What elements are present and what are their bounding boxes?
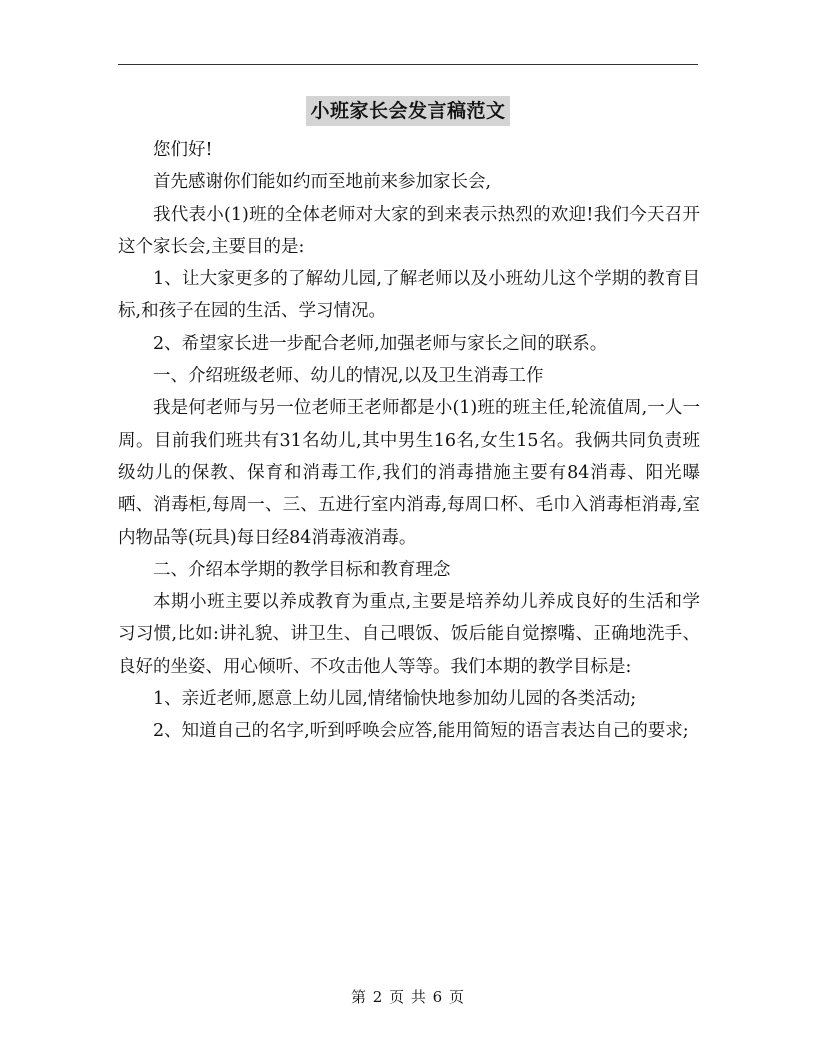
section-heading-2: 二、介绍本学期的教学目标和教育理念 [153, 559, 451, 580]
paragraph-purpose-2: 2、希望家长进一步配合老师,加强老师与家长之间的联系。 [153, 333, 608, 354]
document-body [118, 134, 700, 748]
section-heading-1: 一、介绍班级老师、幼儿的情况,以及卫生消毒工作 [153, 366, 544, 387]
paragraph-welcome: 我代表小(1)班的全体老师对大家的到来表示热烈的欢迎!我们今天召开这个家长会,主要目的是: [118, 204, 700, 257]
page-number-label: 第 2 页 共 6 页 [351, 988, 465, 1006]
paragraph-greeting: 您们好! [153, 140, 213, 160]
paragraph-purpose-1: 1、让大家更多的了解幼儿园,了解老师以及小班幼儿这个学期的教育目标,和孩子在园的生活、学习情况。 [118, 269, 700, 322]
paragraph-goal-1: 1、亲近老师,愿意上幼儿园,情绪愉快地参加幼儿园的各类活动; [153, 689, 637, 710]
document-title: 小班家长会发言稿范文 [306, 96, 509, 126]
title-container [0, 96, 816, 126]
paragraph-goal-2: 2、知道自己的名字,听到呼唤会应答,能用简短的语言表达自己的要求; [153, 721, 689, 742]
paragraph-thanks: 首先感谢你们能如约而至地前来参加家长会, [153, 172, 492, 193]
paragraph-teaching-focus: 本期小班主要以养成教育为重点,主要是培养幼儿养成良好的生活和学习习惯,比如:讲礼貌、讲卫生、自己喂饭、饭后能自觉擦嘴、正确地洗手、良好的坐姿、用心倾听、不攻击他人等等。我们本期的教学目标是: [118, 592, 700, 677]
page-footer [0, 986, 816, 1007]
header-rule [118, 64, 698, 65]
paragraph-class-info: 我是何老师与另一位老师王老师都是小(1)班的班主任,轮流值周,一人一周。目前我们班共有31名幼儿,其中男生16名,女生15名。我俩共同负责班级幼儿的保教、保育和消毒工作,我们的消毒措施主要有84消毒、阳光曝晒、消毒柜,每周一、三、五进行室内消毒,每周口杯、毛巾入消毒柜消毒,室内物品等(玩具)每日经84消毒液消毒。 [118, 398, 700, 548]
